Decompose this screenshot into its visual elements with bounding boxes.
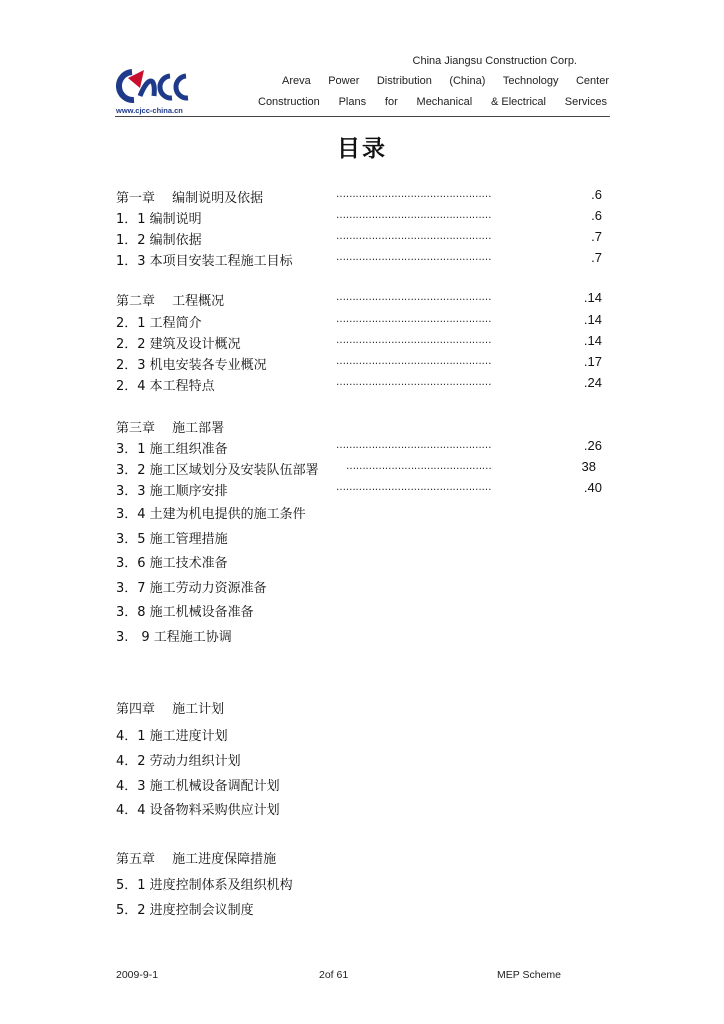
header-word: Technology: [502, 75, 559, 87]
toc-entry-page: .6: [591, 187, 602, 202]
toc-entry: [116, 250, 606, 270]
toc-entry-label: 5．2 进度控制会议制度: [116, 903, 254, 918]
company-logo: [114, 66, 194, 118]
toc-entry: [116, 333, 606, 353]
footer-doc-name: MEP Scheme: [497, 969, 561, 981]
toc-entry-leader: …………………………………………: [336, 377, 492, 388]
toc-entry-leader: …………………………………………: [336, 314, 492, 325]
header-word: Construction: [258, 96, 320, 108]
toc-entry-label: 第三章 施工部署: [116, 421, 225, 436]
header-word: Power: [328, 75, 360, 87]
toc-entry: [116, 503, 606, 523]
toc-entry-page: .6: [591, 208, 602, 223]
toc-entry: [116, 775, 606, 795]
toc-entry-label: 第五章 施工进度保障措施: [116, 852, 277, 867]
toc-entry-label: 第一章 编制说明及依据: [116, 191, 264, 206]
toc-entry-leader: …………………………………………: [336, 252, 492, 263]
toc-entry-label: 4．2 劳动力组织计划: [116, 754, 241, 769]
toc-entry-page: .24: [583, 375, 602, 390]
toc-entry: [116, 459, 606, 479]
toc-entry: [116, 375, 606, 395]
header-word: & Electrical: [490, 96, 546, 108]
toc-entry: [116, 229, 606, 249]
footer-page-number: 2of 61: [319, 969, 349, 981]
toc-entry-label: 1．1 编制说明: [116, 212, 202, 227]
toc-entry-label: 3．6 施工技术准备: [116, 556, 228, 571]
logo-url: www.cjcc-china.cn: [116, 106, 183, 115]
toc-entry-page: .17: [583, 354, 602, 369]
header-word: Distribution: [376, 75, 432, 87]
header-word: Services: [564, 96, 607, 108]
header-word: Plans: [338, 96, 367, 108]
toc-entry: [116, 848, 606, 868]
header-document-subject: [258, 96, 607, 108]
toc-entry-page: .14: [583, 333, 602, 348]
toc-entry: [116, 417, 606, 437]
toc-entry-label: 3．8 施工机械设备准备: [116, 605, 254, 620]
toc-entry: [116, 312, 606, 332]
toc-entry-label: 2．1 工程简介: [116, 316, 202, 331]
toc-entry-label: 2．3 机电安装各专业概况: [116, 358, 267, 373]
toc-entry-page: 38: [581, 459, 596, 474]
toc-entry-leader: …………………………………………: [336, 482, 492, 493]
toc-entry: [116, 799, 606, 819]
header-word: Center: [575, 75, 609, 87]
toc-entry-page: .14: [583, 312, 602, 327]
toc-entry-label: 3．4 土建为机电提供的施工条件: [116, 507, 306, 522]
toc-entry-leader: …………………………………………: [336, 440, 492, 451]
toc-entry: [116, 750, 606, 770]
toc-entry-page: .14: [583, 290, 602, 305]
header-project-name: [282, 75, 609, 87]
toc-entry: [116, 290, 606, 310]
toc-entry: [116, 698, 606, 718]
toc-entry: [116, 438, 606, 458]
toc-entry: [116, 208, 606, 228]
toc-entry: [116, 899, 606, 919]
toc-entry-label: 1．3 本项目安装工程施工目标: [116, 254, 293, 269]
toc-entry-leader: …………………………………………: [336, 231, 492, 242]
header-word: for: [384, 96, 398, 108]
toc-entry-label: 3．5 施工管理措施: [116, 532, 228, 547]
page-title: 目录: [337, 136, 387, 162]
toc-entry-page: .40: [583, 480, 602, 495]
toc-entry-leader: ………………………………………: [346, 461, 492, 472]
toc-entry-leader: …………………………………………: [336, 189, 492, 200]
footer-date: 2009-9-1: [116, 969, 159, 981]
toc-entry-label: 3. 9 工程施工协调: [116, 630, 232, 645]
toc-entry: [116, 626, 606, 646]
toc-entry-label: 4．3 施工机械设备调配计划: [116, 779, 280, 794]
toc-entry-leader: …………………………………………: [336, 356, 492, 367]
toc-entry: [116, 725, 606, 745]
toc-entry-leader: …………………………………………: [336, 292, 492, 303]
toc-entry: [116, 480, 606, 500]
toc-entry-label: 1．2 编制依据: [116, 233, 202, 248]
toc-entry-label: 3．2 施工区域划分及安装队伍部署: [116, 463, 319, 478]
toc-entry-label: 4．1 施工进度计划: [116, 729, 228, 744]
toc-entry: [116, 577, 606, 597]
toc-entry-label: 5．1 进度控制体系及组织机构: [116, 878, 293, 893]
toc-entry-label: 3．1 施工组织准备: [116, 442, 228, 457]
toc-entry: [116, 874, 606, 894]
header-word: Mechanical: [416, 96, 473, 108]
toc-entry-label: 2．4 本工程特点: [116, 379, 215, 394]
header-word: (China): [449, 75, 486, 87]
header-divider: [115, 116, 610, 117]
header-company-name: China Jiangsu Construction Corp.: [412, 55, 577, 67]
toc-entry-label: 第四章 施工计划: [116, 702, 225, 717]
toc-entry-page: .7: [591, 229, 602, 244]
toc-entry-label: 3．7 施工劳动力资源准备: [116, 581, 267, 596]
toc-entry: [116, 601, 606, 621]
toc-entry-label: 第二章 工程概况: [116, 294, 225, 309]
toc-entry: [116, 528, 606, 548]
toc-entry: [116, 354, 606, 374]
toc-entry-page: .26: [583, 438, 602, 453]
toc-entry: [116, 552, 606, 572]
toc-entry-label: 4．4 设备物料采购供应计划: [116, 803, 280, 818]
toc-entry-leader: …………………………………………: [336, 210, 492, 221]
toc-entry-label: 3．3 施工顺序安排: [116, 484, 228, 499]
toc-entry-page: .7: [591, 250, 602, 265]
toc-entry-leader: …………………………………………: [336, 335, 492, 346]
toc-entry: [116, 187, 606, 207]
toc-entry-label: 2．2 建筑及设计概况: [116, 337, 241, 352]
cjcc-logo-icon: [114, 66, 194, 106]
header-word: Areva: [282, 75, 311, 87]
